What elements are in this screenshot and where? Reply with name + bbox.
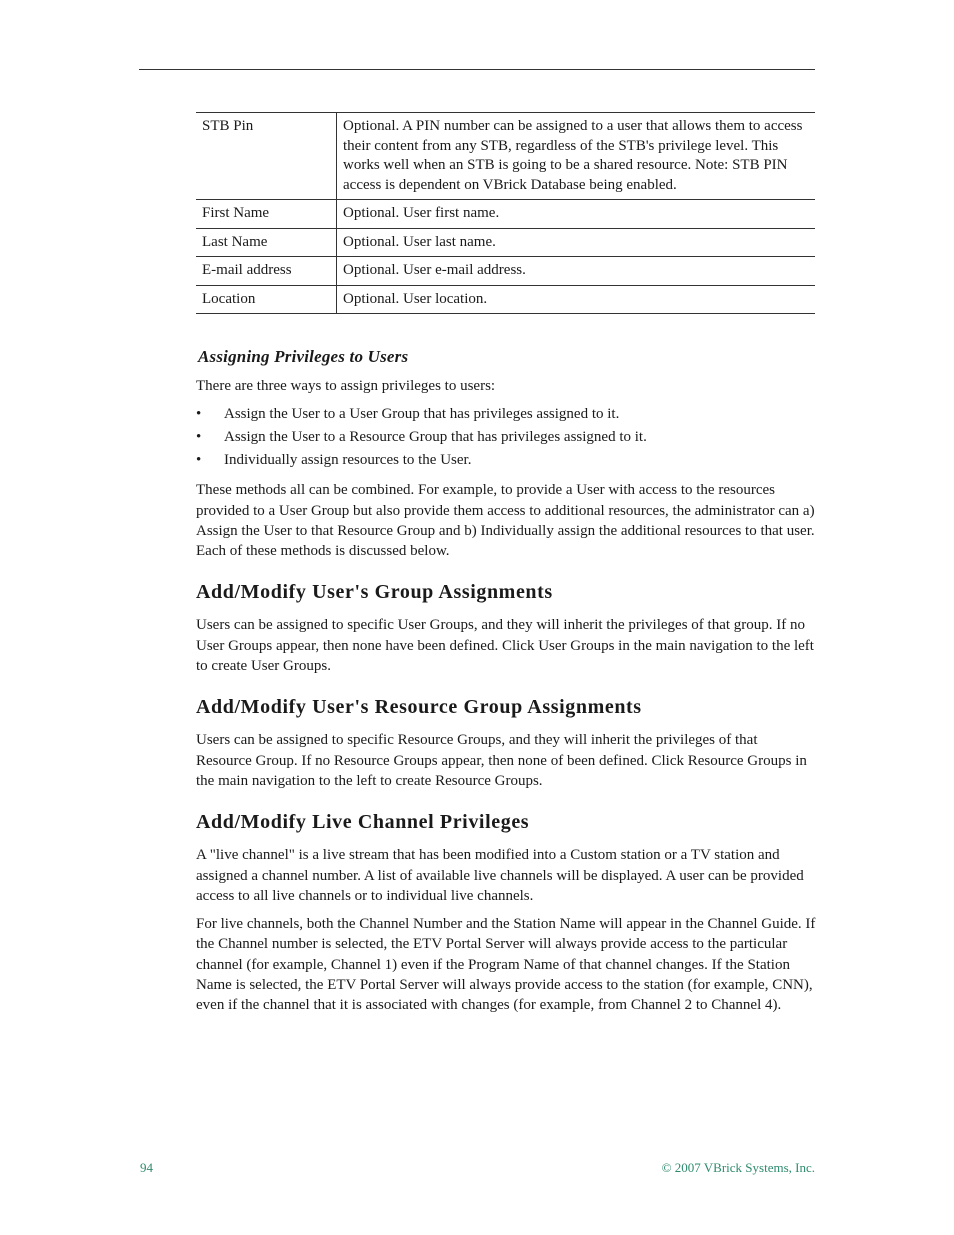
table-row — [196, 285, 815, 314]
assignment-methods-list — [196, 404, 816, 470]
bullet-icon: • — [196, 452, 202, 469]
table-row — [196, 200, 815, 229]
page-number: 94 — [140, 1160, 153, 1175]
list-item: • Assign the User to a Resource Group that has privileges assigned to it. — [196, 429, 647, 446]
field-name: STB Pin — [196, 113, 337, 200]
section-paragraph: Users can be assigned to specific Resource Groups, and they will inherit the privileges of that Resource Group. If no Resource Groups appear, then none of been defined. Click Resource Groups in the main navigation to the left to create Resource Groups. — [196, 732, 807, 789]
field-name: E-mail address — [196, 257, 337, 286]
field-description: Optional. User first name. — [337, 200, 816, 229]
table-row — [196, 228, 815, 257]
bullet-icon: • — [196, 429, 202, 446]
assigning-intro: There are three ways to assign privileges to users: — [196, 378, 496, 394]
section-heading-live-channel-privileges: Add/Modify Live Channel Privileges — [196, 811, 530, 834]
list-item: • Assign the User to a User Group that has privileges assigned to it. — [196, 406, 620, 423]
body-content — [196, 345, 816, 1024]
field-description: Optional. A PIN number can be assigned to a user that allows them to access their content from any STB, regardless of the STB's privilege level. This works well when an STB is going to be a shared resource. Note: STB PIN access is dependent on VBrick Database being enabled. — [337, 113, 816, 200]
assigning-closing: These methods all can be combined. For example, to provide a User with access to the resources provided to a User Group but also provide them access to additional resources, the administrator can a) Assign the User to that Resource Group and b) Individually assign the additional resources to that user. Each of these methods is discussed below. — [196, 482, 815, 560]
table-row — [196, 113, 815, 200]
section-heading-resource-group-assignments: Add/Modify User's Resource Group Assignments — [196, 696, 642, 719]
field-description: Optional. User e-mail address. — [337, 257, 816, 286]
copyright-notice: © 2007 VBrick Systems, Inc. — [661, 1160, 815, 1175]
table-row — [196, 257, 815, 286]
bullet-icon: • — [196, 406, 202, 423]
field-description: Optional. User location. — [337, 285, 816, 314]
field-name: First Name — [196, 200, 337, 229]
section-heading-group-assignments: Add/Modify User's Group Assignments — [196, 581, 553, 604]
section-paragraph: For live channels, both the Channel Number and the Station Name will appear in the Channel Guide. If the Channel number is selected, the ETV Portal Server will always provide access to the particular channel (for example, Channel 1) even if the Program Name of that channel changes. If the Station Name is selected, the ETV Portal Server will always provide access to the station (for example, CNN), even if the channel that it is associated with changes (for example, from Channel 2 to Channel 4). — [196, 916, 816, 1014]
list-item: • Individually assign resources to the User. — [196, 452, 472, 469]
field-name: Location — [196, 285, 337, 314]
header-rule — [139, 69, 815, 70]
field-description: Optional. User last name. — [337, 228, 816, 257]
assigning-privileges-heading: Assigning Privileges to Users — [198, 347, 409, 366]
section-paragraph: Users can be assigned to specific User Groups, and they will inherit the privileges of that group. If no User Groups appear, then none have been defined. Click User Groups in the main navigation to the left to create User Groups. — [196, 617, 814, 675]
section-paragraph: A "live channel" is a live stream that has been modified into a Custom station or a TV station and assigned a channel number. A list of available live channels will be displayed. A user can be provided access to all live channels or to individual live channels. — [196, 847, 804, 904]
field-name: Last Name — [196, 228, 337, 257]
user-fields-table — [196, 112, 815, 314]
